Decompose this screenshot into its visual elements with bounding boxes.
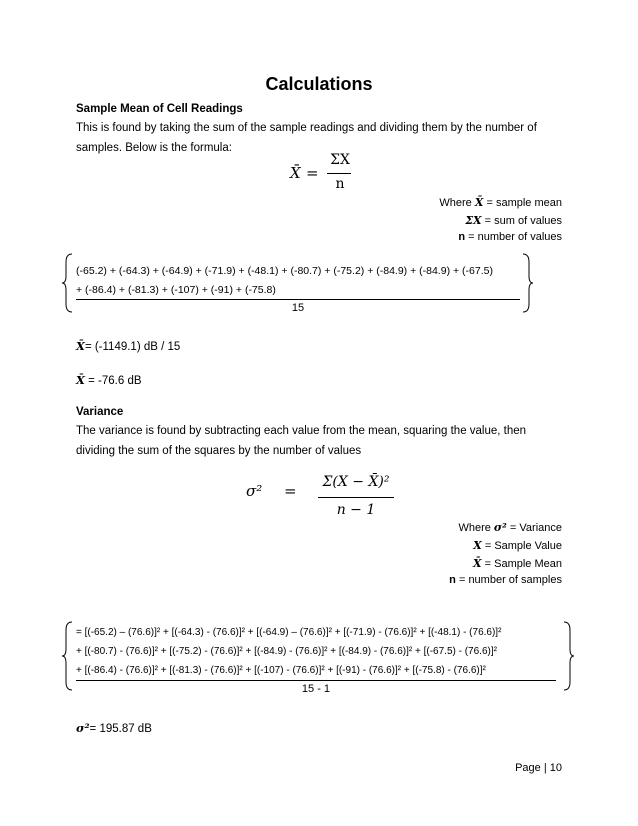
right-brace-icon bbox=[521, 252, 535, 314]
page-number: Page | 10 bbox=[515, 762, 562, 774]
page-title: Calculations bbox=[265, 74, 373, 94]
mean-legend-3: n = number of values bbox=[458, 231, 562, 243]
left-brace-icon bbox=[60, 252, 74, 314]
variance-formula-numerator: Σ(X − X̄)² bbox=[322, 474, 390, 490]
mean-intro-line1: This is found by taking the sum of the sample readings and dividing them by the number of bbox=[76, 122, 537, 134]
variance-legend-3: X̄ = Sample Mean bbox=[473, 557, 562, 570]
mean-result-1: X̄= (-1149.1) dB / 15 bbox=[76, 339, 181, 353]
variance-result: σ²= 195.87 dB bbox=[76, 721, 152, 735]
variance-intro-line2: dividing the sum of the squares by the number of values bbox=[76, 445, 362, 457]
mean-formula-eq: = bbox=[306, 164, 319, 182]
mean-formula-bar bbox=[327, 173, 351, 174]
variance-legend-2: X = Sample Value bbox=[473, 539, 562, 552]
variance-sum-denominator: 15 - 1 bbox=[301, 683, 331, 695]
right-brace-icon bbox=[562, 620, 576, 692]
variance-legend-4: n = number of samples bbox=[449, 574, 562, 586]
left-brace-icon bbox=[60, 620, 74, 692]
variance-formula-bar bbox=[318, 497, 394, 498]
variance-sum-line2: + [(-80.7) - (76.6)]² + [(-75.2) - (76.6)]² + [(-84.9) - (76.6)]² + [(-84.9) - (76.6)]² + [(-67.5) - (76.6)]² bbox=[76, 646, 497, 657]
mean-sum-line2: + (-86.4) + (-81.3) + (-107) + (-91) + (-75.8) bbox=[76, 284, 276, 296]
variance-sum-line1: = [(-65.2) – (76.6)]² + [(-64.3) - (76.6)]² + [(-64.9) – (76.6)]² + [(-71.9) - (76.6)]² + [(-48.1) - (76.6)]² bbox=[76, 627, 502, 638]
variance-formula-lhs: σ² bbox=[246, 482, 263, 500]
variance-intro-line1: The variance is found by subtracting each value from the mean, squaring the value, then bbox=[76, 425, 527, 437]
variance-sum-line3: + [(-86.4) - (76.6)]² + [(-81.3) - (76.6)]² + [(-107) - (76.6)]² + [(-91) - (76.6)]² + [(-75.8) - (76.6)]² bbox=[76, 665, 486, 676]
mean-formula-denominator: n bbox=[335, 176, 345, 192]
variance-heading: Variance bbox=[76, 406, 124, 418]
mean-legend-1: Where X̄ = sample mean bbox=[439, 196, 562, 209]
mean-sum-line1: (-65.2) + (-64.3) + (-64.9) + (-71.9) + (-48.1) + (-80.7) + (-75.2) + (-84.9) + (-84.9) + (-67.5) bbox=[76, 265, 493, 277]
mean-formula-numerator: ΣX bbox=[330, 152, 350, 168]
mean-heading: Sample Mean of Cell Readings bbox=[76, 103, 243, 115]
variance-legend-1: Where σ² = Variance bbox=[458, 521, 562, 534]
mean-sum-bar bbox=[76, 299, 520, 300]
variance-formula-denominator: n − 1 bbox=[336, 502, 376, 518]
mean-sum-denominator: 15 bbox=[291, 302, 305, 314]
mean-formula-lhs: X̄ bbox=[290, 164, 301, 182]
mean-legend-2: ΣX = sum of values bbox=[465, 214, 562, 227]
mean-result-2: X̄ = -76.6 dB bbox=[76, 373, 142, 387]
variance-sum-bar bbox=[76, 680, 556, 681]
variance-formula-eq: = bbox=[284, 482, 297, 500]
mean-intro-line2: samples. Below is the formula: bbox=[76, 142, 232, 154]
